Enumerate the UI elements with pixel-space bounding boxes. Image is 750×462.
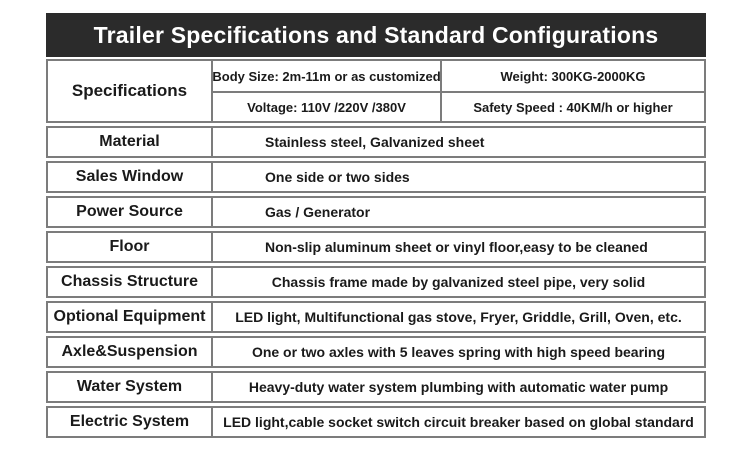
row-value: Gas / Generator	[211, 198, 704, 226]
row-label: Sales Window	[75, 168, 184, 185]
table-row-sales-window	[46, 161, 706, 193]
table-row-chassis-structure	[46, 266, 706, 298]
row-label: Chassis Structure	[61, 273, 198, 290]
row-value: Stainless steel, Galvanized sheet	[211, 128, 704, 156]
row-value: Chassis frame made by galvanized steel pipe, very solid	[211, 268, 704, 296]
table-header	[46, 13, 706, 57]
spec-cell-safety-speed: Safety Speed : 40KM/h or higher	[440, 91, 704, 121]
row-value: LED light,cable socket switch circuit breaker based on global standard	[211, 408, 704, 436]
row-label: Axle&Suspension	[61, 343, 198, 360]
row-value: LED light, Multifunctional gas stove, Fryer, Griddle, Grill, Oven, etc.	[211, 303, 704, 331]
table-row-floor	[46, 231, 706, 263]
spec-cell-voltage: Voltage: 110V /220V /380V	[211, 91, 440, 121]
table-row-electric-system	[46, 406, 706, 438]
row-value: One or two axles with 5 leaves spring with high speed bearing	[211, 338, 704, 366]
row-label: Electric System	[69, 413, 190, 430]
spec-cell-weight: Weight: 300KG-2000KG	[440, 61, 704, 91]
table-row-material	[46, 126, 706, 158]
row-value: Non-slip aluminum sheet or vinyl floor,easy to be cleaned	[211, 233, 704, 261]
spec-row-label: Specifications	[71, 81, 188, 100]
table-row-power-source	[46, 196, 706, 228]
row-label: Material	[99, 133, 160, 150]
table-row-water-system	[46, 371, 706, 403]
table-row-optional-equipment	[46, 301, 706, 333]
row-value: Heavy-duty water system plumbing with automatic water pump	[211, 373, 704, 401]
table-row-axle-suspension	[46, 336, 706, 368]
row-label: Water System	[76, 378, 183, 395]
spec-row	[46, 59, 706, 123]
row-label: Optional Equipment	[53, 308, 206, 325]
spec-cell-body-size: Body Size: 2m-11m or as customized	[211, 61, 440, 91]
row-label: Power Source	[76, 203, 183, 220]
page-title: Trailer Specifications and Standard Configurations	[93, 21, 659, 48]
row-label: Floor	[109, 238, 150, 255]
row-value: One side or two sides	[211, 163, 704, 191]
specification-table	[46, 13, 706, 438]
